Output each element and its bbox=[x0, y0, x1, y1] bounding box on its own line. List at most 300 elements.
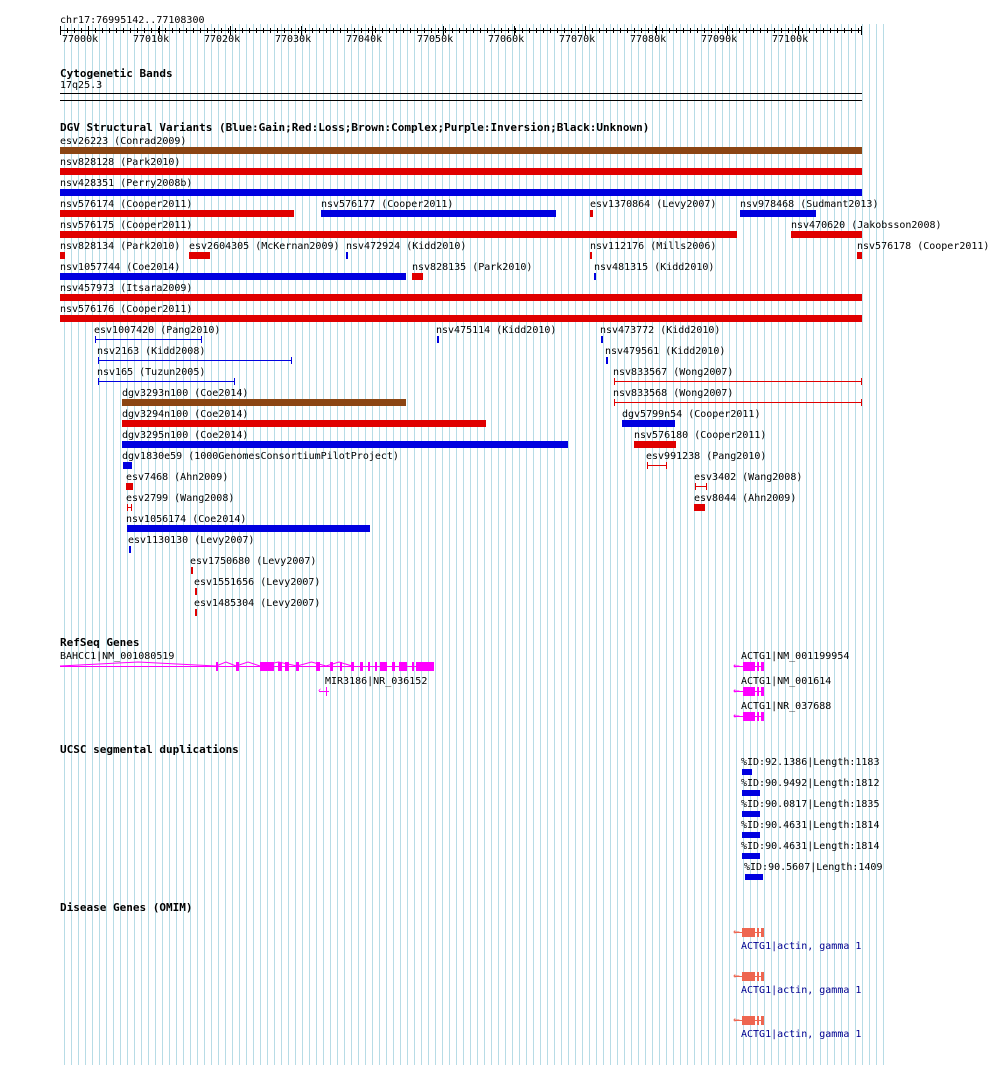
variant-bar[interactable] bbox=[857, 252, 862, 259]
variant-label[interactable]: dgv1830e59 (1000GenomesConsortiumPilotProject) bbox=[122, 451, 399, 462]
gene-exon bbox=[351, 662, 354, 671]
variant-bar[interactable] bbox=[98, 381, 235, 382]
ruler-minor-tick bbox=[95, 28, 96, 33]
omim-label[interactable]: ACTG1|actin, gamma 1 bbox=[741, 1029, 862, 1040]
gene-exon bbox=[285, 662, 289, 671]
ruler-minor-tick bbox=[571, 28, 572, 33]
grid-line bbox=[323, 24, 324, 1065]
omim-exon bbox=[742, 972, 755, 981]
ruler-minor-tick bbox=[207, 28, 208, 33]
ruler-minor-tick bbox=[382, 28, 383, 33]
ruler-minor-tick bbox=[431, 28, 432, 33]
variant-label[interactable]: nsv576177 (Cooper2011) bbox=[321, 199, 454, 210]
variant-label[interactable]: nsv833567 (Wong2007) bbox=[613, 367, 734, 378]
ruler-minor-tick bbox=[627, 28, 628, 33]
grid-line bbox=[652, 24, 653, 1065]
ruler-minor-tick bbox=[858, 28, 859, 33]
grid-line bbox=[631, 24, 632, 1065]
variant-bar[interactable] bbox=[195, 588, 197, 595]
ruler-minor-tick bbox=[403, 28, 404, 33]
grid-line bbox=[792, 24, 793, 1065]
actg1-arrow: ← bbox=[733, 684, 740, 697]
variant-bar[interactable] bbox=[590, 210, 593, 217]
grid-line bbox=[736, 24, 737, 1065]
variant-label[interactable]: esv991238 (Pang2010) bbox=[646, 451, 767, 462]
ruler-minor-tick bbox=[81, 28, 82, 33]
grid-line bbox=[316, 24, 317, 1065]
ruler-minor-tick bbox=[368, 28, 369, 33]
variant-label[interactable]: nsv828135 (Park2010) bbox=[412, 262, 533, 273]
segdup-label[interactable]: %ID:90.4631|Length:1814 bbox=[741, 841, 880, 852]
grid-line bbox=[729, 24, 730, 1065]
ruler-minor-tick bbox=[235, 28, 236, 33]
ruler-minor-tick bbox=[109, 28, 110, 33]
variant-label[interactable]: nsv833568 (Wong2007) bbox=[613, 388, 734, 399]
ruler-minor-tick bbox=[613, 28, 614, 33]
ruler-minor-tick bbox=[704, 28, 705, 33]
grid-line bbox=[540, 24, 541, 1065]
ruler-minor-tick bbox=[515, 28, 516, 33]
variant-label[interactable]: nsv470620 (Jakobsson2008) bbox=[791, 220, 942, 231]
section-title-dgv: DGV Structural Variants (Blue:Gain;Red:Loss;Brown:Complex;Purple:Inversion;Black:Unknown) bbox=[60, 121, 650, 134]
ruler-end-right bbox=[861, 26, 862, 35]
variant-bar[interactable] bbox=[791, 231, 862, 238]
variant-bar[interactable] bbox=[60, 147, 862, 154]
ruler-minor-tick bbox=[508, 28, 509, 33]
grid-line bbox=[400, 24, 401, 1065]
variant-end-cap bbox=[706, 483, 707, 490]
ruler-minor-tick bbox=[501, 28, 502, 33]
variant-label[interactable]: dgv5799n54 (Cooper2011) bbox=[622, 409, 761, 420]
gene-exon bbox=[360, 662, 363, 671]
gene-exon bbox=[316, 662, 320, 671]
variant-bar[interactable] bbox=[590, 252, 592, 259]
cytoband-label: 17q25.3 bbox=[60, 80, 103, 91]
grid-line bbox=[330, 24, 331, 1065]
variant-label[interactable]: nsv165 (Tuzun2005) bbox=[97, 367, 206, 378]
variant-label[interactable]: nsv576178 (Cooper2011) bbox=[857, 241, 989, 252]
ruler-minor-tick bbox=[186, 28, 187, 33]
variant-end-cap bbox=[861, 399, 862, 406]
grid-line bbox=[281, 24, 282, 1065]
grid-line bbox=[673, 24, 674, 1065]
variant-end-cap bbox=[201, 336, 202, 343]
ruler-minor-tick bbox=[746, 28, 747, 33]
ruler-minor-tick bbox=[137, 28, 138, 33]
grid-line bbox=[568, 24, 569, 1065]
grid-line bbox=[435, 24, 436, 1065]
variant-bar[interactable] bbox=[647, 465, 667, 466]
variant-bar[interactable] bbox=[60, 189, 862, 196]
ruler-minor-tick bbox=[662, 28, 663, 33]
ruler-minor-tick bbox=[298, 28, 299, 33]
ruler-minor-tick bbox=[214, 28, 215, 33]
variant-end-cap bbox=[98, 357, 99, 364]
ruler-minor-tick bbox=[564, 28, 565, 33]
ruler-minor-tick bbox=[676, 28, 677, 33]
grid-line bbox=[428, 24, 429, 1065]
omim-exon bbox=[761, 972, 764, 981]
variant-label[interactable]: esv2799 (Wang2008) bbox=[126, 493, 235, 504]
grid-line bbox=[834, 24, 835, 1065]
ruler-minor-tick bbox=[445, 28, 446, 33]
ruler-minor-tick bbox=[830, 28, 831, 33]
ruler-tick-label: 77100k bbox=[772, 34, 809, 45]
segdup-bar[interactable] bbox=[742, 769, 752, 775]
omim-exon bbox=[761, 928, 764, 937]
ruler-minor-tick bbox=[844, 28, 845, 33]
variant-label[interactable]: esv1485304 (Levy2007) bbox=[194, 598, 321, 609]
variant-end-cap bbox=[291, 357, 292, 364]
ruler-minor-tick bbox=[172, 28, 173, 33]
ruler-minor-tick bbox=[319, 28, 320, 33]
variant-bar[interactable] bbox=[60, 210, 294, 217]
ruler-minor-tick bbox=[179, 28, 180, 33]
grid-line bbox=[575, 24, 576, 1065]
gene-exon bbox=[330, 662, 333, 671]
omim-exon bbox=[757, 928, 759, 937]
grid-line bbox=[659, 24, 660, 1065]
variant-label[interactable]: nsv457973 (Itsara2009) bbox=[60, 283, 193, 294]
variant-label[interactable]: nsv576180 (Cooper2011) bbox=[634, 430, 767, 441]
variant-bar[interactable] bbox=[129, 546, 131, 553]
ruler-tick-label: 77080k bbox=[630, 34, 667, 45]
segdup-bar[interactable] bbox=[742, 853, 760, 859]
variant-bar[interactable] bbox=[614, 402, 862, 403]
ruler-minor-tick bbox=[697, 28, 698, 33]
grid-line bbox=[806, 24, 807, 1065]
variant-bar[interactable] bbox=[601, 336, 603, 343]
variant-label[interactable]: dgv3294n100 (Coe2014) bbox=[122, 409, 249, 420]
ruler-minor-tick bbox=[116, 28, 117, 33]
variant-bar[interactable] bbox=[594, 273, 596, 280]
variant-end-cap bbox=[647, 462, 648, 469]
actg1-exon bbox=[757, 687, 759, 696]
variant-label[interactable]: nsv473772 (Kidd2010) bbox=[600, 325, 721, 336]
mir-gene-mark bbox=[326, 687, 327, 696]
ruler-minor-tick bbox=[347, 28, 348, 33]
variant-bar[interactable] bbox=[60, 273, 406, 280]
variant-bar[interactable] bbox=[60, 294, 862, 301]
ruler-minor-tick bbox=[326, 28, 327, 33]
segdup-bar[interactable] bbox=[742, 811, 760, 817]
grid-line bbox=[442, 24, 443, 1065]
variant-bar[interactable] bbox=[60, 168, 862, 175]
ruler-minor-tick bbox=[522, 28, 523, 33]
cytoband-bar-bottom bbox=[60, 100, 862, 101]
grid-line bbox=[393, 24, 394, 1065]
ruler-tick-label: 77010k bbox=[133, 34, 170, 45]
ruler-minor-tick bbox=[256, 28, 257, 33]
variant-bar[interactable] bbox=[126, 483, 133, 490]
ruler-minor-tick bbox=[816, 28, 817, 33]
ruler-minor-tick bbox=[802, 28, 803, 33]
variant-bar[interactable] bbox=[98, 360, 292, 361]
grid-line bbox=[694, 24, 695, 1065]
cytoband-bar-top bbox=[60, 93, 862, 94]
ruler-minor-tick bbox=[466, 28, 467, 33]
segdup-bar[interactable] bbox=[742, 790, 760, 796]
variant-label[interactable]: esv26223 (Conrad2009) bbox=[60, 136, 187, 147]
gene-exon bbox=[416, 662, 434, 671]
ruler-minor-tick bbox=[599, 28, 600, 33]
variant-bar[interactable] bbox=[634, 441, 676, 448]
gene-label[interactable]: MIR3186|NR_036152 bbox=[325, 676, 428, 687]
variant-label[interactable]: esv3402 (Wang2008) bbox=[694, 472, 803, 483]
ruler-minor-tick bbox=[767, 28, 768, 33]
grid-line bbox=[855, 24, 856, 1065]
grid-line bbox=[841, 24, 842, 1065]
variant-bar[interactable] bbox=[195, 609, 197, 616]
ruler-minor-tick bbox=[375, 28, 376, 33]
variant-bar[interactable] bbox=[614, 381, 862, 382]
ruler-minor-tick bbox=[809, 28, 810, 33]
ruler-tick-label: 77050k bbox=[417, 34, 454, 45]
grid-line bbox=[680, 24, 681, 1065]
gene-label[interactable]: ACTG1|NM_001614 bbox=[741, 676, 832, 687]
ruler-minor-tick bbox=[305, 28, 306, 33]
variant-bar[interactable] bbox=[740, 210, 816, 217]
grid-line bbox=[708, 24, 709, 1065]
ruler-minor-tick bbox=[480, 28, 481, 33]
ruler-minor-tick bbox=[718, 28, 719, 33]
variant-bar[interactable] bbox=[412, 273, 423, 280]
omim-exon bbox=[761, 1016, 764, 1025]
ruler-minor-tick bbox=[452, 28, 453, 33]
variant-label[interactable]: nsv1056174 (Coe2014) bbox=[126, 514, 247, 525]
grid-line bbox=[876, 24, 877, 1065]
segdup-label[interactable]: %ID:90.9492|Length:1812 bbox=[741, 778, 880, 789]
ruler-minor-tick bbox=[711, 28, 712, 33]
ruler-minor-tick bbox=[837, 28, 838, 33]
variant-bar[interactable] bbox=[123, 462, 132, 469]
variant-label[interactable]: esv1551656 (Levy2007) bbox=[194, 577, 321, 588]
grid-line bbox=[554, 24, 555, 1065]
section-title-segdup: UCSC segmental duplications bbox=[60, 743, 239, 756]
variant-end-cap bbox=[614, 378, 615, 385]
actg1-exon bbox=[743, 687, 755, 696]
ruler-minor-tick bbox=[151, 28, 152, 33]
grid-line bbox=[379, 24, 380, 1065]
grid-line bbox=[344, 24, 345, 1065]
segdup-bar[interactable] bbox=[742, 832, 760, 838]
segdup-label[interactable]: %ID:90.0817|Length:1835 bbox=[741, 799, 880, 810]
grid-line bbox=[505, 24, 506, 1065]
grid-line bbox=[603, 24, 604, 1065]
ruler-minor-tick bbox=[410, 28, 411, 33]
variant-label[interactable]: nsv576176 (Cooper2011) bbox=[60, 304, 193, 315]
omim-exon bbox=[757, 1016, 759, 1025]
ruler-tick-label: 77040k bbox=[346, 34, 383, 45]
ruler-tick-label: 77070k bbox=[559, 34, 596, 45]
variant-bar[interactable] bbox=[95, 339, 202, 340]
grid-line bbox=[519, 24, 520, 1065]
ruler-minor-tick bbox=[606, 28, 607, 33]
gene-exon bbox=[392, 662, 395, 671]
variant-label[interactable]: nsv576175 (Cooper2011) bbox=[60, 220, 193, 231]
ruler-tick-label: 77000k bbox=[62, 34, 99, 45]
grid-line bbox=[421, 24, 422, 1065]
variant-bar[interactable] bbox=[60, 252, 65, 259]
variant-label[interactable]: nsv2163 (Kidd2008) bbox=[97, 346, 206, 357]
grid-line bbox=[869, 24, 870, 1065]
ruler-minor-tick bbox=[67, 28, 68, 33]
ruler-minor-tick bbox=[340, 28, 341, 33]
omim-label[interactable]: ACTG1|actin, gamma 1 bbox=[741, 941, 862, 952]
variant-label[interactable]: esv8044 (Ahn2009) bbox=[694, 493, 797, 504]
actg1-exon bbox=[757, 712, 759, 721]
variant-label[interactable]: nsv112176 (Mills2006) bbox=[590, 241, 717, 252]
ruler-minor-tick bbox=[487, 28, 488, 33]
ruler-minor-tick bbox=[557, 28, 558, 33]
variant-label[interactable]: esv1007420 (Pang2010) bbox=[94, 325, 221, 336]
grid-line bbox=[309, 24, 310, 1065]
segdup-label[interactable]: %ID:90.5607|Length:1409 bbox=[744, 862, 883, 873]
grid-line bbox=[512, 24, 513, 1065]
variant-label[interactable]: nsv1057744 (Coe2014) bbox=[60, 262, 181, 273]
ruler-minor-tick bbox=[529, 28, 530, 33]
variant-label[interactable]: esv1130130 (Levy2007) bbox=[128, 535, 255, 546]
grid-line bbox=[778, 24, 779, 1065]
variant-label[interactable]: nsv481315 (Kidd2010) bbox=[594, 262, 715, 273]
variant-end-cap bbox=[666, 462, 667, 469]
grid-line bbox=[743, 24, 744, 1065]
variant-bar[interactable] bbox=[122, 441, 568, 448]
segdup-label[interactable]: %ID:92.1386|Length:1183 bbox=[741, 757, 880, 768]
grid-line bbox=[610, 24, 611, 1065]
grid-line bbox=[386, 24, 387, 1065]
ruler-minor-tick bbox=[739, 28, 740, 33]
ruler-minor-tick bbox=[592, 28, 593, 33]
variant-bar[interactable] bbox=[437, 336, 439, 343]
ruler-minor-tick bbox=[690, 28, 691, 33]
variant-label[interactable]: nsv828134 (Park2010) bbox=[60, 241, 181, 252]
gene-exon bbox=[216, 662, 218, 671]
ruler-minor-tick bbox=[270, 28, 271, 33]
gene-exon bbox=[340, 662, 342, 671]
variant-bar[interactable] bbox=[606, 357, 608, 364]
actg1-exon bbox=[761, 687, 764, 696]
variant-label[interactable]: esv7468 (Ahn2009) bbox=[126, 472, 229, 483]
ruler-minor-tick bbox=[102, 28, 103, 33]
ruler-minor-tick bbox=[851, 28, 852, 33]
gene-label[interactable]: ACTG1|NM_001199954 bbox=[741, 651, 850, 662]
variant-bar[interactable] bbox=[191, 567, 193, 574]
variant-bar[interactable] bbox=[622, 420, 675, 427]
grid-line bbox=[666, 24, 667, 1065]
grid-line bbox=[848, 24, 849, 1065]
variant-label[interactable]: esv1750680 (Levy2007) bbox=[190, 556, 317, 567]
segdup-bar[interactable] bbox=[745, 874, 763, 880]
variant-end-cap bbox=[861, 378, 862, 385]
grid-line bbox=[302, 24, 303, 1065]
gene-exon bbox=[368, 662, 370, 671]
ruler-minor-tick bbox=[788, 28, 789, 33]
variant-label[interactable]: nsv472924 (Kidd2010) bbox=[346, 241, 467, 252]
actg1-arrow: ← bbox=[733, 709, 740, 722]
ruler-tick-label: 77020k bbox=[204, 34, 241, 45]
mir-gene-arrow: ‹ bbox=[317, 686, 323, 696]
variant-label[interactable]: nsv576174 (Cooper2011) bbox=[60, 199, 193, 210]
grid-line bbox=[750, 24, 751, 1065]
variant-label[interactable]: dgv3293n100 (Coe2014) bbox=[122, 388, 249, 399]
grid-line bbox=[701, 24, 702, 1065]
ruler-minor-tick bbox=[795, 28, 796, 33]
ruler-minor-tick bbox=[284, 28, 285, 33]
grid-line bbox=[722, 24, 723, 1065]
variant-label[interactable]: nsv428351 (Perry2008b) bbox=[60, 178, 193, 189]
variant-bar[interactable] bbox=[346, 252, 348, 259]
omim-label[interactable]: ACTG1|actin, gamma 1 bbox=[741, 985, 862, 996]
grid-line bbox=[799, 24, 800, 1065]
variant-bar[interactable] bbox=[321, 210, 556, 217]
gene-exon bbox=[260, 662, 274, 671]
ruler-minor-tick bbox=[725, 28, 726, 33]
ruler-minor-tick bbox=[221, 28, 222, 33]
gene-exon bbox=[278, 662, 282, 671]
grid-line bbox=[463, 24, 464, 1065]
grid-line bbox=[498, 24, 499, 1065]
gene-label[interactable]: ACTG1|NR_037688 bbox=[741, 701, 832, 712]
variant-end-cap bbox=[98, 378, 99, 385]
section-title-omim: Disease Genes (OMIM) bbox=[60, 901, 193, 914]
variant-bar[interactable] bbox=[189, 252, 210, 259]
variant-bar[interactable] bbox=[122, 399, 406, 406]
ruler-minor-tick bbox=[578, 28, 579, 33]
grid-line bbox=[862, 24, 863, 1065]
ruler-minor-tick bbox=[123, 28, 124, 33]
ruler-minor-tick bbox=[494, 28, 495, 33]
ruler-minor-tick bbox=[228, 28, 229, 33]
gene-label[interactable]: BAHCC1|NM_001080519 bbox=[60, 651, 175, 662]
grid-line bbox=[470, 24, 471, 1065]
ruler-minor-tick bbox=[389, 28, 390, 33]
ruler-minor-tick bbox=[249, 28, 250, 33]
gene-exon bbox=[399, 662, 407, 671]
variant-bar[interactable] bbox=[60, 315, 862, 322]
variant-label[interactable]: nsv978468 (Sudmant2013) bbox=[740, 199, 879, 210]
actg1-exon bbox=[743, 662, 755, 671]
variant-bar[interactable] bbox=[60, 231, 737, 238]
grid-line bbox=[687, 24, 688, 1065]
variant-bar[interactable] bbox=[127, 525, 370, 532]
variant-label[interactable]: esv1370864 (Levy2007) bbox=[590, 199, 717, 210]
variant-label[interactable]: nsv475114 (Kidd2010) bbox=[436, 325, 557, 336]
section-title-cytobands: Cytogenetic Bands bbox=[60, 67, 173, 80]
variant-end-cap bbox=[234, 378, 235, 385]
variant-label[interactable]: nsv479561 (Kidd2010) bbox=[605, 346, 726, 357]
grid-line bbox=[407, 24, 408, 1065]
variant-label[interactable]: dgv3295n100 (Coe2014) bbox=[122, 430, 249, 441]
variant-bar[interactable] bbox=[122, 420, 486, 427]
actg1-exon bbox=[757, 662, 759, 671]
ruler-minor-tick bbox=[620, 28, 621, 33]
grid-line bbox=[351, 24, 352, 1065]
variant-bar[interactable] bbox=[694, 504, 705, 511]
segdup-label[interactable]: %ID:90.4631|Length:1814 bbox=[741, 820, 880, 831]
ruler-minor-tick bbox=[823, 28, 824, 33]
variant-label[interactable]: nsv828128 (Park2010) bbox=[60, 157, 181, 168]
variant-label[interactable]: esv2604305 (McKernan2009) bbox=[189, 241, 340, 252]
omim-arrow: ← bbox=[733, 969, 740, 982]
grid-line bbox=[820, 24, 821, 1065]
grid-line bbox=[561, 24, 562, 1065]
grid-line bbox=[827, 24, 828, 1065]
grid-line bbox=[785, 24, 786, 1065]
ruler-minor-tick bbox=[669, 28, 670, 33]
ruler-minor-tick bbox=[781, 28, 782, 33]
grid-line bbox=[883, 24, 884, 1065]
